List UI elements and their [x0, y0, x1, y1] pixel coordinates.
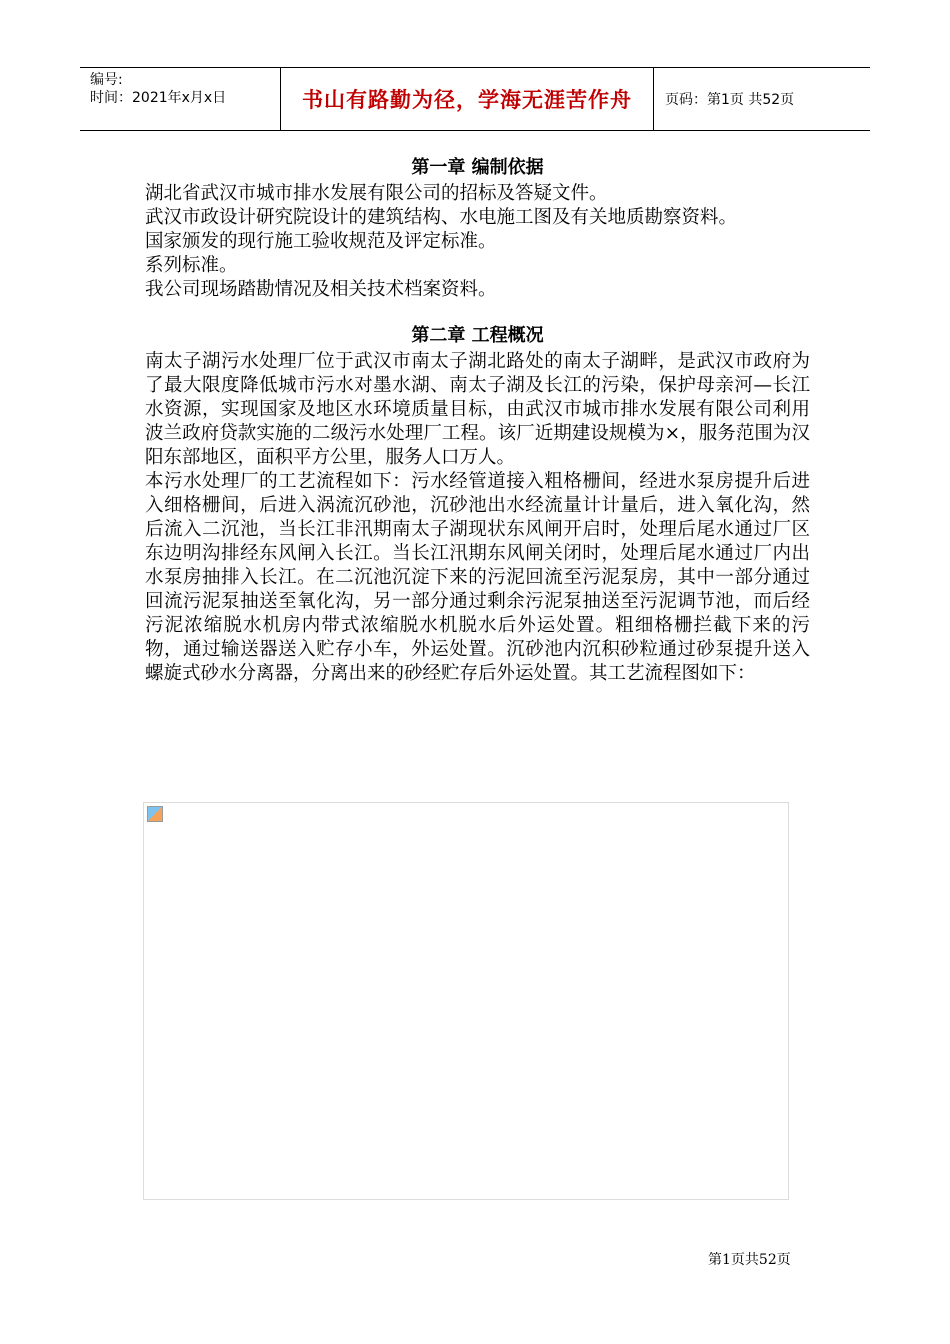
paragraph: 武汉市政设计研究院设计的建筑结构、水电施工图及有关地质勘察资料。	[145, 207, 738, 228]
document-body	[145, 154, 810, 686]
header-meta	[80, 68, 281, 130]
broken-image-icon	[147, 806, 163, 822]
paragraph: 系列标准。	[145, 255, 238, 276]
process-flow-figure-placeholder	[143, 802, 789, 1200]
paragraph: 本污水处理厂的工艺流程如下：污水经管道接入粗格栅间，经进水泵房提升后进入细格栅间，后进入涡流沉砂池，沉砂池出水经流量计计量后，进入氧化沟，然后流入二沉池，当长江非汛期南太子湖现状东风闸开启时，处理后尾水通过厂区东边明沟排经东风闸入长江。当长江汛期东风闸关闭时，处理后尾水通过厂内出水泵房抽排入长江。在二沉池沉淀下来的污泥回流至污泥泵房，其中一部分通过回流污泥泵抽送至氧化沟，另一部分通过剩余污泥泵抽送至污泥调节池，而后经污泥浓缩脱水机房内带式浓缩脱水机脱水后外运处置。粗细格栅拦截下来的污物，通过输送器送入贮存小车，外运处置。沉砂池内沉积砂粒通过砂泵提升送入螺旋式砂水分离器，分离出来的砂经贮存后外运处置。其工艺流程图如下：	[145, 471, 810, 684]
number-label: 编号:	[90, 72, 123, 88]
header-page-info: 页码：第1页 共52页	[665, 92, 795, 108]
paragraph: 国家颁发的现行施工验收规范及评定标准。	[145, 231, 497, 252]
paragraph: 南太子湖污水处理厂位于武汉市南太子湖北路处的南太子湖畔，是武汉市政府为了最大限度降低城市污水对墨水湖、南太子湖及长江的污染，保护母亲河—长江水资源，实现国家及地区水环境质量目标，由武汉市城市排水发展有限公司利用波兰政府贷款实施的二级污水处理厂工程。该厂近期建设规模为×，服务范围为汉阳东部地区，面积平方公里，服务人口万人。	[145, 351, 810, 468]
paragraph: 湖北省武汉市城市排水发展有限公司的招标及答疑文件。	[145, 183, 608, 204]
chapter-2-title: 第二章 工程概况	[411, 325, 544, 346]
header-motto: 书山有路勤为径，学海无涯苦作舟	[281, 68, 654, 130]
paragraph: 我公司现场踏勘情况及相关技术档案资料。	[145, 279, 497, 300]
page-header	[80, 67, 870, 131]
date-label: 时间：2021年x月x日	[90, 90, 227, 106]
chapter-1-title: 第一章 编制依据	[411, 157, 544, 178]
page-footer: 第1页共52页	[708, 1252, 791, 1268]
